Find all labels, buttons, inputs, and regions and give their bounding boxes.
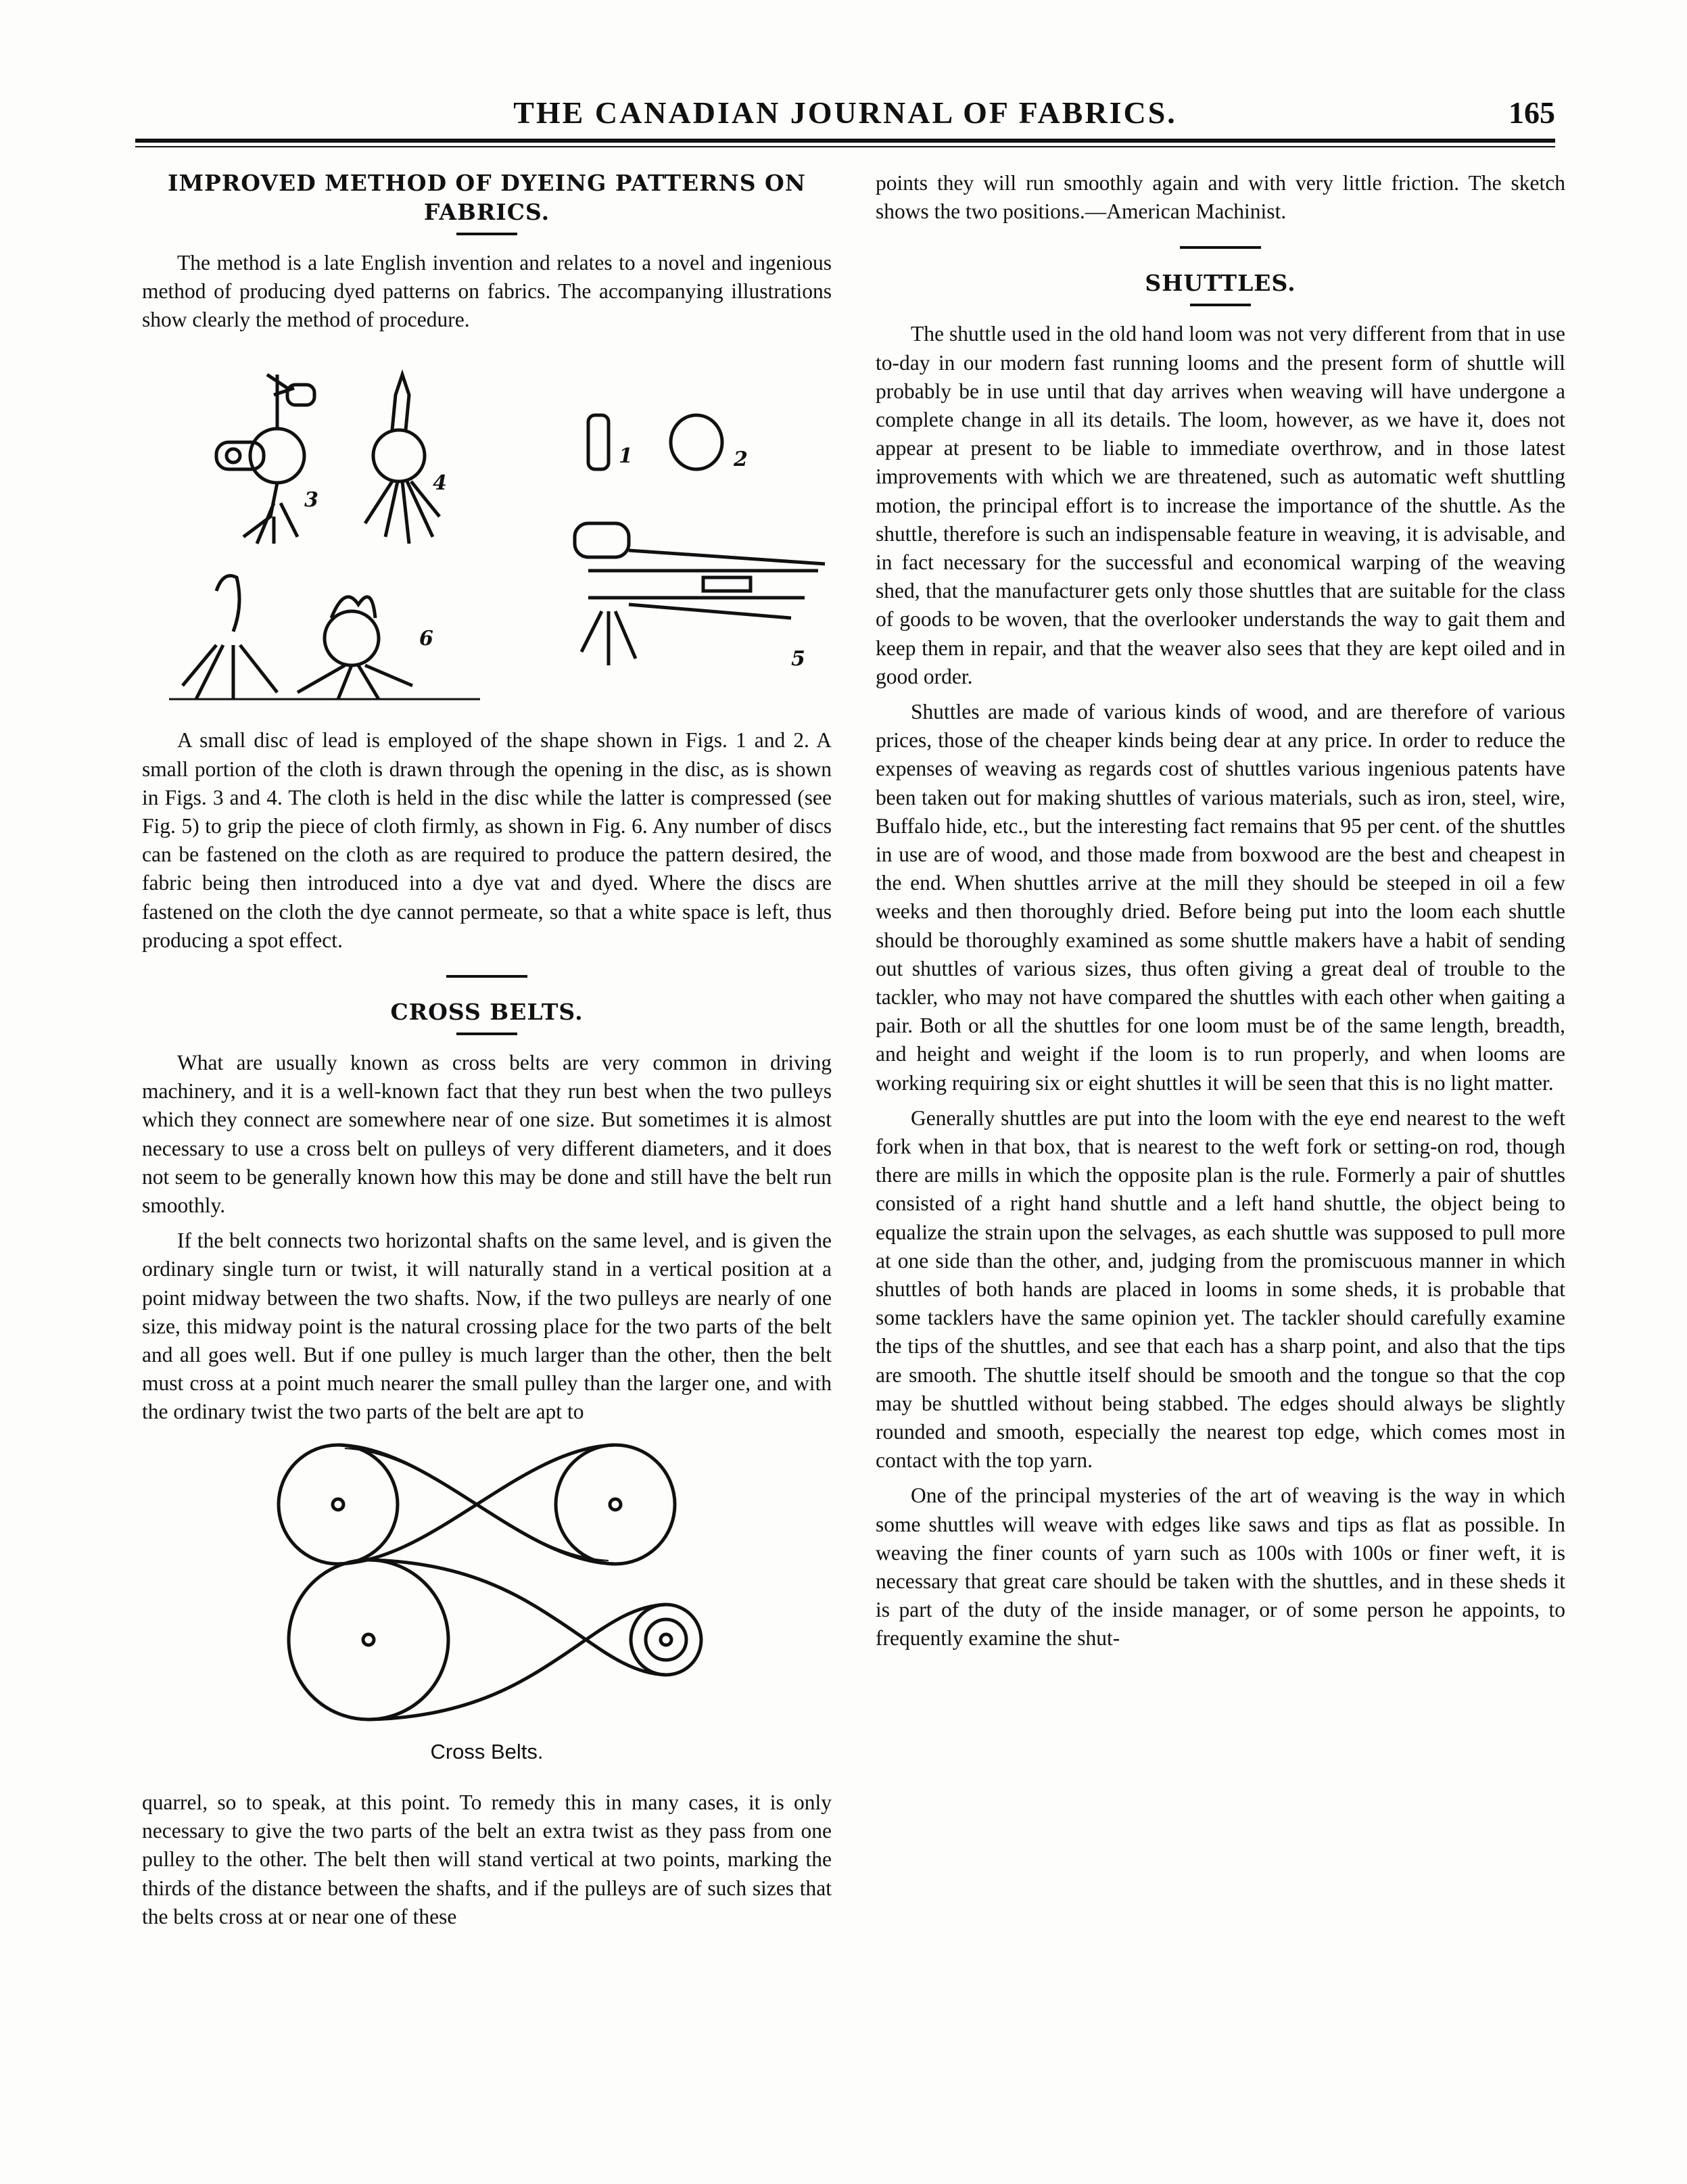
cross-belts-paragraph-2: If the belt connects two horizontal shafts on the same level, and is given the ordinary single turn or twist, it will naturally stand in a vertical position at a point midway between the two shafts. Now, if the two pulleys are nearly of one size, this midway point is the natural crossing place for the two parts of the belt and all goes well. But if one pulley is much larger than the other, then the belt must cross at a point much nearer the small pulley than the larger one, and with the ordinary twist the two parts of the belt are apt to <box>142 1229 832 1424</box>
figure-2-disc-face <box>671 415 722 469</box>
section-divider <box>446 975 527 978</box>
figure-5-drawing <box>575 523 825 665</box>
page-number: 165 <box>1508 95 1555 130</box>
shuttles-paragraph-4: One of the principal mysteries of the art of weaving is the way in which some shuttles will weave with edges like saws and tips as flat as possible. In weaving the finer counts of yarn such as 100s with 100s or finer weft, it is necessary that great care should be taken with the shuttles, and in these sheds it is part of the duty of the inside manager, or of some person he appoints, to frequently examine the shut- <box>876 1483 1565 1651</box>
dyeing-article-title: IMPROVED METHOD OF DYEING PATTERNS ON FABRICS. <box>168 170 806 225</box>
figure-label-2: 2 <box>734 448 748 472</box>
shuttles-paragraph-2: Shuttles are made of various kinds of wood, and are therefore of various prices, those of the cheaper kinds being dear at any price. In order to reduce the expenses of weaving as regards cost of shuttles various ingenious patents have been taken out for making shuttles of various materials, such as iron, steel, wire, Buffalo hide, etc., but the interesting fact remains that 95 per cent. of the shuttles in use are of wood, and those made from boxwood are the best and cheapest in the end. When shuttles arrive at the mill they should be steeped in oil a few weeks and then thoroughly dried. Before being put into the loom each shuttle should be thoroughly examined as some shuttle makers have a habit of sending out shuttles of various sizes, thus often giving a great deal of trouble to the tackler, who may not have compared the shuttles with each other when gaiting a pair. Both or all the shuttles for one loom must be of the same length, breadth, and height and weight if the loom is to run properly, and when looms are working requiring six or eight shuttles it will be seen that this is no light matter. <box>876 699 1565 1095</box>
bottom-large-pulley <box>289 1560 448 1719</box>
shuttles-paragraph-3: Generally shuttles are put into the loom with the eye end nearest to the weft fork when in that box, that is nearest to the weft fork or setting-on rod, though there are mills in which the opposite plan is the rule. Formerly a pair of shuttles consisted of a right hand shuttle and a left hand shuttle, the object being to equalize the strain upon the selvages, as each shuttle was supposed to pull more at one side than the other, and, judging from the promiscuous manner in which shuttles of both hands are placed in looms in some sheds, it is probable that some tacklers have the same opinion yet. The tackler should carefully examine the tips of the shuttles, and see that each has a sharp point, and also that the tips are smooth. The shuttle itself should be smooth and the tongue so that the cop may be shuttled without being stabbed. The edges should always be slightly rounded and smooth, especially the nearest top edge, which comes most in contact with the top yarn. <box>876 1106 1565 1473</box>
bottom-small-pulley <box>631 1605 701 1675</box>
header-rule <box>135 139 1555 143</box>
figure-6-drawing <box>169 576 480 700</box>
figure-1-disc-edge <box>588 415 609 469</box>
header-rule-thin <box>135 146 1555 147</box>
section-divider <box>1180 246 1261 249</box>
cross-belts-continued: points they will run smoothly again and with very little friction. The sketch shows the two positions.—American Machinist. <box>876 171 1565 224</box>
dyeing-paragraph-1: The method is a late English invention and relates to a novel and ingenious method of producing dyed patterns on fabrics. The accompanying illustrations show clearly the method of procedure. <box>142 250 832 332</box>
dyeing-figures-illustration <box>142 348 832 713</box>
dyeing-paragraph-2: A small disc of lead is employed of the shape shown in Figs. 1 and 2. A small portion of the cloth is drawn through the opening in the disc, as is shown in Figs. 3 and 4. The cloth is held in the disc while the latter is compressed (see Fig. 5) to grip the piece of cloth firmly, as shown in Fig. 6. Any number of discs can be fastened on the cloth as are required to produce the pattern desired, the fabric being then introduced into a dye vat and dyed. Where the discs are fastened on the cloth the dye cannot permeate, so that a white space is left, thus producing a spot effect. <box>142 728 832 952</box>
cross-belts-paragraph-1: What are usually known as cross belts are very common in driving machinery, and it is a well-known fact that they run best when the two pulleys which they connect are somewhere near of one size. But sometimes it is almost necessary to use a cross belt on pulleys of very different diameters, and it does not seem to be generally known how this may be done and still have the belt run smoothly. <box>142 1050 832 1217</box>
title-rule <box>1190 304 1251 306</box>
journal-title: THE CANADIAN JOURNAL OF FABRICS. <box>513 95 1177 130</box>
figure-label-6: 6 <box>419 627 433 651</box>
title-rule <box>456 1032 517 1035</box>
cross-belts-diagram <box>142 1440 832 1724</box>
shuttles-title: SHUTTLES. <box>1145 270 1296 297</box>
figure-4-drawing <box>365 375 439 544</box>
figure-label-3: 3 <box>304 488 318 513</box>
title-rule <box>456 233 517 235</box>
top-right-pulley <box>556 1445 675 1564</box>
figure-label-5: 5 <box>791 647 805 671</box>
page-header <box>135 95 1555 135</box>
cross-belts-caption: Cross Belts. <box>430 1739 544 1763</box>
figure-3-drawing <box>216 375 314 544</box>
cross-belts-title: CROSS BELTS. <box>390 999 584 1026</box>
shuttles-paragraph-1: The shuttle used in the old hand loom was not very different from that in use to-day in our modern fast running looms and the present form of shuttle will probably be in use until that day arrives when weaving will have undergone a complete change in all its details. The loom, however, as we have it, does not appear at present to be liable to immediate overthrow, and in those latest improvements with which we are threatened, such as automatic weft shuttling motion, the principal effort is to increase the importance of the shuttle. As the shuttle, therefore is such an indispensable feature in weaving, it is advisable, and in fact necessary for the successful and economical warping of the weaving shed, that the manufacturer gets only those shuttles that are suitable for the class of goods to be woven, that the overlooker understands the way to gait them and keep them in repair, and that the weaver also sees that they are kept oiled and in good order. <box>876 322 1565 688</box>
left-column <box>142 169 832 2096</box>
figure-label-1: 1 <box>619 444 633 469</box>
cross-belts-paragraph-3: quarrel, so to speak, at this point. To remedy this in many cases, it is only necessary to give the two parts of the belt an extra twist as they pass from one pulley to the other. The belt then will stand vertical at two points, marking the thirds of the distance between the shafts, and if the pulleys are of such sizes that the belts cross at or near one of these <box>142 1790 832 1928</box>
top-left-pulley <box>279 1445 398 1564</box>
figure-label-4: 4 <box>433 471 447 496</box>
right-column <box>876 169 1565 2096</box>
